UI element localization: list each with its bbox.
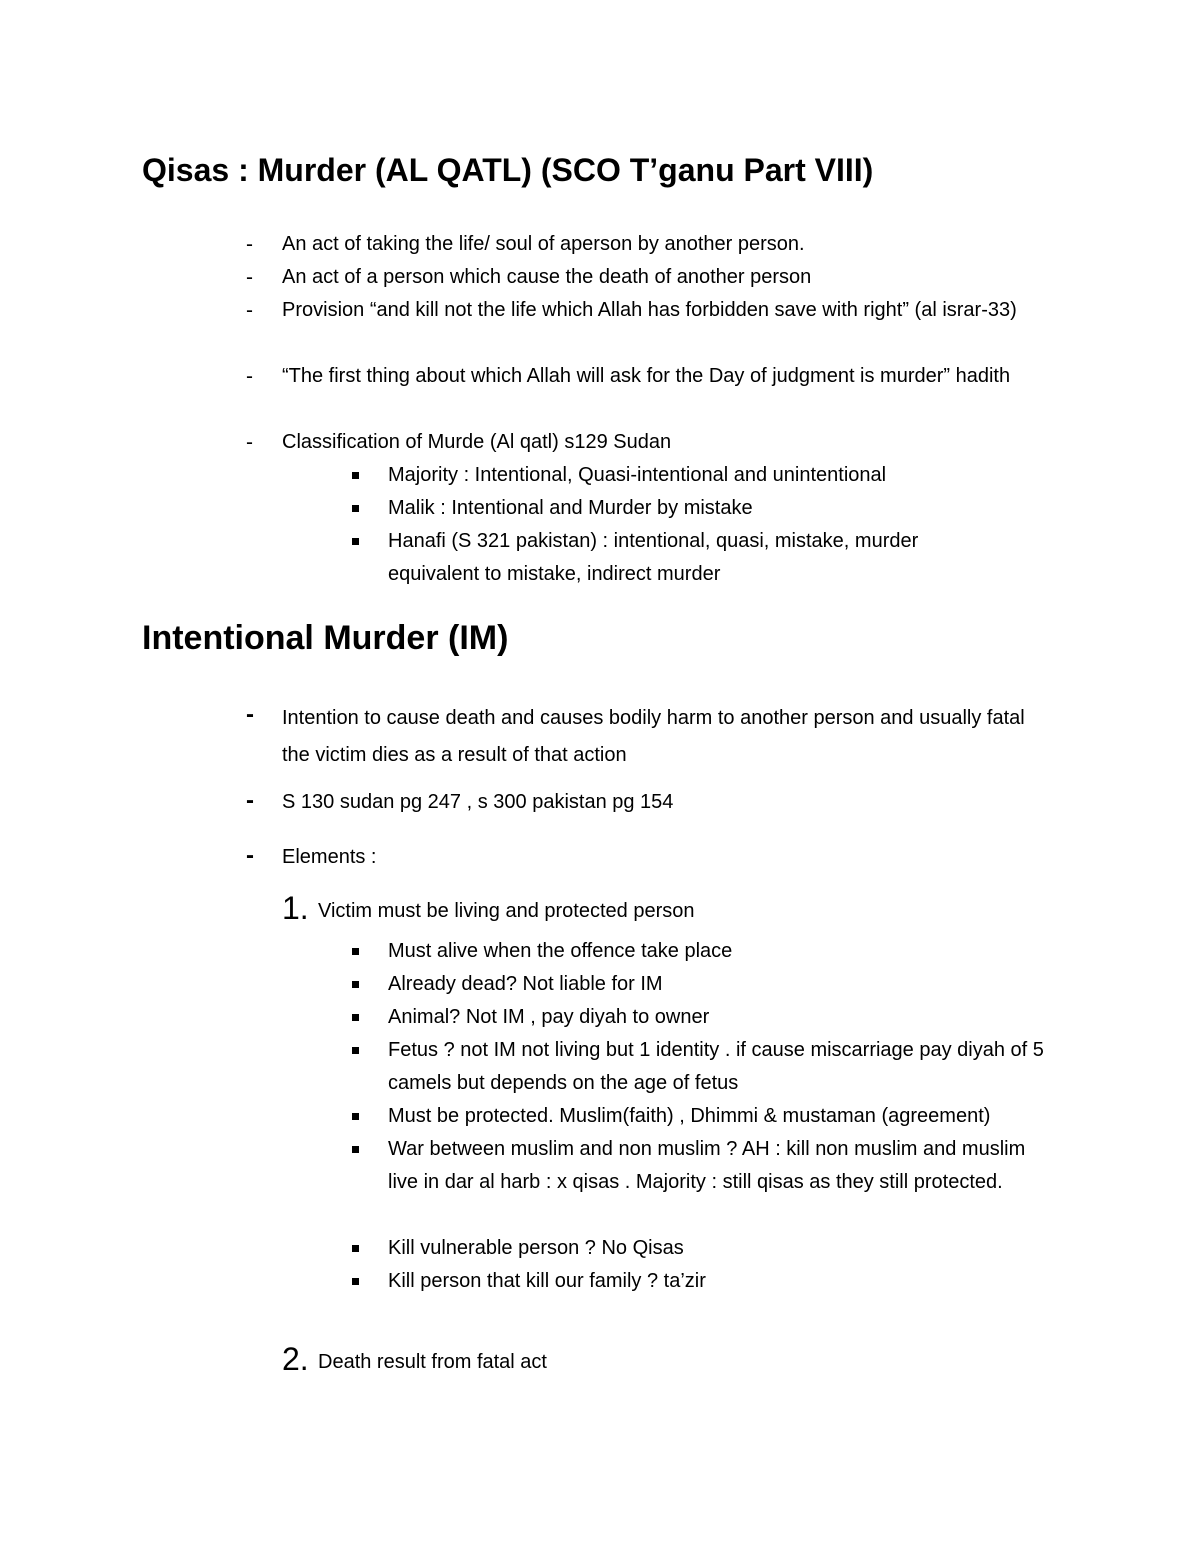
bullet-item: An act of a person which cause the death of another person bbox=[282, 266, 812, 288]
element-label: Death result from fatal act bbox=[318, 1351, 547, 1373]
bullet-item: Elements : bbox=[282, 846, 377, 868]
bullet-item: S 130 sudan pg 247 , s 300 pakistan pg 154 bbox=[282, 791, 674, 813]
sub-bullet-item: Must alive when the offence take place bbox=[388, 940, 733, 962]
section-title-qisas: Qisas : Murder (AL QATL) (SCO T’ganu Part VIII) bbox=[142, 152, 874, 188]
square-bullet-icon bbox=[352, 935, 362, 968]
sub-bullet-item: Must be protected. Muslim(faith) , Dhimmi & mustaman (agreement) bbox=[388, 1105, 991, 1127]
sub-bullet-item: Kill vulnerable person ? No Qisas bbox=[388, 1237, 684, 1259]
element-label: Victim must be living and protected person bbox=[318, 900, 695, 922]
bullet-marker: - bbox=[246, 701, 254, 728]
square-bullet-icon bbox=[352, 1133, 362, 1166]
square-bullet-icon bbox=[352, 1001, 362, 1034]
bullet-item: An act of taking the life/ soul of aperson by another person. bbox=[282, 233, 805, 255]
bullet-marker: - bbox=[246, 365, 253, 388]
sub-bullet-item: Kill person that kill our family ? ta’zir bbox=[388, 1270, 706, 1292]
square-bullet-icon bbox=[352, 492, 362, 525]
bullet-marker: - bbox=[246, 299, 253, 322]
sub-bullet-item: War between muslim and non muslim ? AH : kill non muslim and muslim live in dar al harb : x qisas . Majority : still qisas as they still protected. bbox=[388, 1138, 1026, 1193]
bullet-marker: - bbox=[246, 266, 253, 289]
bullet-item: “The first thing about which Allah will ask for the Day of judgment is murder” hadith bbox=[282, 365, 1011, 387]
bullet-marker: - bbox=[246, 431, 253, 454]
square-bullet-icon bbox=[352, 1265, 362, 1298]
sub-bullet-item: Fetus ? not IM not living but 1 identity . if cause miscarriage pay diyah of 5 camels but depends on the age of fetus bbox=[388, 1039, 1044, 1094]
square-bullet-icon bbox=[352, 459, 362, 492]
square-bullet-icon bbox=[352, 525, 362, 558]
square-bullet-icon bbox=[352, 1100, 362, 1133]
bullet-marker: - bbox=[246, 842, 254, 869]
bullet-marker: - bbox=[246, 787, 254, 814]
section-title-intentional-murder: Intentional Murder (IM) bbox=[142, 619, 509, 657]
sub-bullet-item: Already dead? Not liable for IM bbox=[388, 973, 663, 995]
bullet-marker: - bbox=[246, 233, 253, 256]
bullet-item: Intention to cause death and causes bodily harm to another person and usually fatal the victim dies as a result of that action bbox=[282, 707, 1025, 766]
square-bullet-icon bbox=[352, 1232, 362, 1265]
element-number: 1. bbox=[282, 890, 309, 926]
bullet-item: Classification of Murde (Al qatl) s129 Sudan bbox=[282, 431, 672, 453]
sub-bullet-item: Malik : Intentional and Murder by mistake bbox=[388, 497, 753, 519]
sub-bullet-item: Majority : Intentional, Quasi-intentional and unintentional bbox=[388, 464, 887, 486]
square-bullet-icon bbox=[352, 968, 362, 1001]
bullet-item: Provision “and kill not the life which Allah has forbidden save with right” (al israr-33) bbox=[282, 299, 1017, 321]
sub-bullet-item: Animal? Not IM , pay diyah to owner bbox=[388, 1006, 710, 1028]
element-number: 2. bbox=[282, 1341, 309, 1377]
sub-bullet-item: Hanafi (S 321 pakistan) : intentional, quasi, mistake, murder equivalent to mistake, indirect murder bbox=[388, 530, 919, 585]
square-bullet-icon bbox=[352, 1034, 362, 1067]
